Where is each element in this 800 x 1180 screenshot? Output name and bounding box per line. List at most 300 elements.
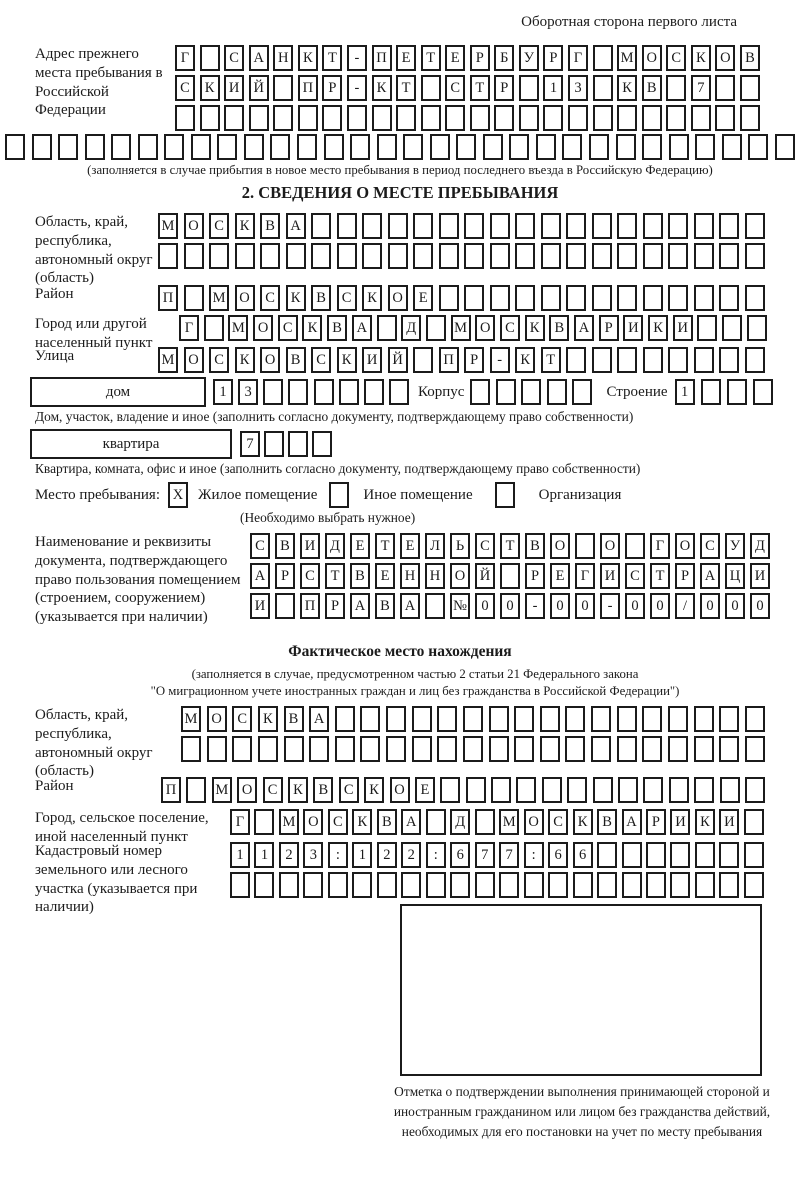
char-cell[interactable] <box>335 706 355 732</box>
char-cell[interactable] <box>475 872 495 898</box>
char-cell[interactable]: Й <box>388 347 408 373</box>
char-cell[interactable]: Д <box>750 533 770 559</box>
char-cell[interactable] <box>568 105 588 131</box>
char-cell[interactable] <box>439 285 459 311</box>
char-cell[interactable] <box>445 105 465 131</box>
char-cell[interactable] <box>541 243 561 269</box>
char-cell[interactable] <box>322 105 342 131</box>
char-cell[interactable]: Д <box>325 533 345 559</box>
char-cell[interactable]: К <box>235 213 255 239</box>
char-cell[interactable]: О <box>184 347 204 373</box>
char-cell[interactable] <box>440 777 460 803</box>
char-cell[interactable]: С <box>250 533 270 559</box>
char-cell[interactable] <box>573 872 593 898</box>
char-cell[interactable]: П <box>158 285 178 311</box>
char-cell[interactable] <box>270 134 290 160</box>
char-cell[interactable]: Г <box>650 533 670 559</box>
char-cell[interactable]: Р <box>543 45 563 71</box>
char-cell[interactable]: 1 <box>230 842 250 868</box>
char-cell[interactable]: Е <box>400 533 420 559</box>
char-cell[interactable] <box>566 285 586 311</box>
char-cell[interactable] <box>412 706 432 732</box>
char-cell[interactable] <box>254 809 274 835</box>
char-cell[interactable]: И <box>300 533 320 559</box>
char-cell[interactable]: 1 <box>543 75 563 101</box>
char-cell[interactable] <box>642 706 662 732</box>
char-cell[interactable] <box>403 134 423 160</box>
char-cell[interactable] <box>284 736 304 762</box>
char-cell[interactable]: 0 <box>575 593 595 619</box>
char-cell[interactable]: О <box>450 563 470 589</box>
char-cell[interactable]: 1 <box>213 379 233 405</box>
char-cell[interactable]: В <box>740 45 760 71</box>
char-cell[interactable]: Е <box>350 533 370 559</box>
char-cell[interactable]: : <box>426 842 446 868</box>
char-cell[interactable]: 7 <box>691 75 711 101</box>
checkbox-other-premises[interactable] <box>329 482 349 508</box>
char-cell[interactable] <box>388 243 408 269</box>
char-cell[interactable]: В <box>327 315 347 341</box>
char-cell[interactable] <box>748 134 768 160</box>
char-cell[interactable] <box>695 134 715 160</box>
char-cell[interactable] <box>495 482 515 508</box>
char-cell[interactable]: 0 <box>650 593 670 619</box>
char-cell[interactable] <box>618 777 638 803</box>
char-cell[interactable] <box>273 75 293 101</box>
char-cell[interactable]: С <box>500 315 520 341</box>
char-cell[interactable] <box>200 45 220 71</box>
char-cell[interactable]: Е <box>375 563 395 589</box>
char-cell[interactable]: 0 <box>475 593 495 619</box>
char-cell[interactable]: О <box>260 347 280 373</box>
char-cell[interactable] <box>566 243 586 269</box>
char-cell[interactable]: К <box>235 347 255 373</box>
char-cell[interactable] <box>244 134 264 160</box>
char-cell[interactable] <box>254 872 274 898</box>
char-cell[interactable] <box>666 105 686 131</box>
char-cell[interactable]: Р <box>599 315 619 341</box>
char-cell[interactable] <box>335 736 355 762</box>
char-cell[interactable]: Р <box>470 45 490 71</box>
char-cell[interactable]: / <box>675 593 695 619</box>
char-cell[interactable]: О <box>303 809 323 835</box>
char-cell[interactable] <box>437 706 457 732</box>
char-cell[interactable] <box>617 285 637 311</box>
char-cell[interactable]: К <box>691 45 711 71</box>
char-cell[interactable] <box>111 134 131 160</box>
char-cell[interactable]: М <box>279 809 299 835</box>
char-cell[interactable] <box>258 736 278 762</box>
char-cell[interactable] <box>566 213 586 239</box>
char-cell[interactable]: Р <box>464 347 484 373</box>
char-cell[interactable]: П <box>372 45 392 71</box>
char-cell[interactable]: Р <box>675 563 695 589</box>
char-cell[interactable]: У <box>519 45 539 71</box>
char-cell[interactable] <box>464 243 484 269</box>
char-cell[interactable]: О <box>600 533 620 559</box>
char-cell[interactable] <box>542 777 562 803</box>
char-cell[interactable] <box>566 347 586 373</box>
char-cell[interactable] <box>694 285 714 311</box>
char-cell[interactable] <box>138 134 158 160</box>
char-cell[interactable]: А <box>574 315 594 341</box>
char-cell[interactable]: С <box>666 45 686 71</box>
char-cell[interactable]: 7 <box>475 842 495 868</box>
char-cell[interactable] <box>388 213 408 239</box>
char-cell[interactable]: Т <box>322 45 342 71</box>
char-cell[interactable]: С <box>260 285 280 311</box>
char-cell[interactable]: Ц <box>725 563 745 589</box>
char-cell[interactable] <box>483 134 503 160</box>
char-cell[interactable]: Р <box>325 593 345 619</box>
char-cell[interactable] <box>697 315 717 341</box>
char-cell[interactable]: С <box>300 563 320 589</box>
char-cell[interactable]: В <box>350 563 370 589</box>
char-cell[interactable]: Н <box>400 563 420 589</box>
char-cell[interactable] <box>426 315 446 341</box>
char-cell[interactable]: 6 <box>450 842 470 868</box>
char-cell[interactable] <box>279 872 299 898</box>
char-cell[interactable]: О <box>253 315 273 341</box>
char-cell[interactable] <box>249 105 269 131</box>
char-cell[interactable]: Е <box>413 285 433 311</box>
char-cell[interactable] <box>470 379 490 405</box>
char-cell[interactable]: В <box>597 809 617 835</box>
char-cell[interactable]: К <box>258 706 278 732</box>
char-cell[interactable] <box>439 243 459 269</box>
char-cell[interactable] <box>572 379 592 405</box>
char-cell[interactable] <box>311 213 331 239</box>
char-cell[interactable] <box>753 379 773 405</box>
char-cell[interactable]: В <box>313 777 333 803</box>
char-cell[interactable]: С <box>548 809 568 835</box>
char-cell[interactable] <box>466 777 486 803</box>
char-cell[interactable] <box>235 243 255 269</box>
char-cell[interactable]: К <box>364 777 384 803</box>
char-cell[interactable]: М <box>451 315 471 341</box>
char-cell[interactable]: К <box>525 315 545 341</box>
char-cell[interactable] <box>490 213 510 239</box>
char-cell[interactable] <box>643 243 663 269</box>
char-cell[interactable] <box>499 872 519 898</box>
char-cell[interactable] <box>421 75 441 101</box>
char-cell[interactable] <box>288 379 308 405</box>
char-cell[interactable]: М <box>617 45 637 71</box>
char-cell[interactable] <box>328 872 348 898</box>
char-cell[interactable] <box>745 736 765 762</box>
char-cell[interactable] <box>592 285 612 311</box>
char-cell[interactable] <box>275 593 295 619</box>
char-cell[interactable] <box>263 379 283 405</box>
char-cell[interactable] <box>386 736 406 762</box>
char-cell[interactable] <box>694 347 714 373</box>
char-cell[interactable]: А <box>249 45 269 71</box>
char-cell[interactable]: 3 <box>238 379 258 405</box>
char-cell[interactable] <box>519 105 539 131</box>
char-cell[interactable] <box>668 213 688 239</box>
char-cell[interactable]: С <box>232 706 252 732</box>
checkbox-organization[interactable] <box>495 482 515 508</box>
char-cell[interactable] <box>489 706 509 732</box>
char-cell[interactable] <box>541 285 561 311</box>
char-cell[interactable]: Г <box>575 563 595 589</box>
char-cell[interactable] <box>421 105 441 131</box>
char-cell[interactable]: В <box>260 213 280 239</box>
char-cell[interactable]: К <box>286 285 306 311</box>
char-cell[interactable] <box>597 872 617 898</box>
char-cell[interactable] <box>352 872 372 898</box>
char-cell[interactable] <box>32 134 52 160</box>
char-cell[interactable]: Е <box>445 45 465 71</box>
char-cell[interactable] <box>470 105 490 131</box>
char-cell[interactable] <box>691 105 711 131</box>
char-cell[interactable]: - <box>490 347 510 373</box>
char-cell[interactable]: О <box>475 315 495 341</box>
char-cell[interactable] <box>616 134 636 160</box>
char-cell[interactable]: 1 <box>254 842 274 868</box>
char-cell[interactable] <box>646 872 666 898</box>
char-cell[interactable]: Б <box>494 45 514 71</box>
char-cell[interactable] <box>425 593 445 619</box>
char-cell[interactable]: Т <box>421 45 441 71</box>
char-cell[interactable]: Л <box>425 533 445 559</box>
char-cell[interactable]: О <box>390 777 410 803</box>
char-cell[interactable] <box>339 379 359 405</box>
char-cell[interactable]: - <box>347 75 367 101</box>
char-cell[interactable] <box>401 872 421 898</box>
checkbox-residential[interactable] <box>168 482 188 508</box>
char-cell[interactable] <box>491 777 511 803</box>
char-cell[interactable]: Т <box>650 563 670 589</box>
char-cell[interactable] <box>643 777 663 803</box>
char-cell[interactable]: О <box>184 213 204 239</box>
char-cell[interactable] <box>669 777 689 803</box>
char-cell[interactable]: Й <box>475 563 495 589</box>
char-cell[interactable]: М <box>212 777 232 803</box>
char-cell[interactable] <box>515 243 535 269</box>
char-cell[interactable] <box>745 347 765 373</box>
char-cell[interactable]: А <box>286 213 306 239</box>
char-cell[interactable]: М <box>499 809 519 835</box>
char-cell[interactable] <box>297 134 317 160</box>
char-cell[interactable] <box>500 563 520 589</box>
char-cell[interactable] <box>230 872 250 898</box>
char-cell[interactable] <box>489 736 509 762</box>
char-cell[interactable]: К <box>362 285 382 311</box>
char-cell[interactable] <box>264 431 284 457</box>
char-cell[interactable] <box>719 842 739 868</box>
char-cell[interactable]: П <box>161 777 181 803</box>
char-cell[interactable]: М <box>158 213 178 239</box>
char-cell[interactable]: - <box>600 593 620 619</box>
char-cell[interactable] <box>646 842 666 868</box>
char-cell[interactable] <box>745 243 765 269</box>
char-cell[interactable]: К <box>573 809 593 835</box>
char-cell[interactable]: И <box>673 315 693 341</box>
char-cell[interactable] <box>362 243 382 269</box>
char-cell[interactable] <box>324 134 344 160</box>
char-cell[interactable]: № <box>450 593 470 619</box>
char-cell[interactable] <box>642 134 662 160</box>
char-cell[interactable] <box>515 213 535 239</box>
char-cell[interactable]: К <box>288 777 308 803</box>
char-cell[interactable]: О <box>675 533 695 559</box>
char-cell[interactable] <box>362 213 382 239</box>
char-cell[interactable]: С <box>278 315 298 341</box>
char-cell[interactable] <box>719 285 739 311</box>
char-cell[interactable] <box>175 105 195 131</box>
char-cell[interactable]: И <box>719 809 739 835</box>
char-cell[interactable] <box>413 243 433 269</box>
char-cell[interactable]: Т <box>396 75 416 101</box>
char-cell[interactable] <box>515 285 535 311</box>
char-cell[interactable]: 0 <box>500 593 520 619</box>
char-cell[interactable] <box>181 736 201 762</box>
char-cell[interactable]: В <box>549 315 569 341</box>
char-cell[interactable]: - <box>347 45 367 71</box>
char-cell[interactable]: С <box>475 533 495 559</box>
char-cell[interactable] <box>377 872 397 898</box>
char-cell[interactable]: В <box>642 75 662 101</box>
char-cell[interactable] <box>567 777 587 803</box>
char-cell[interactable] <box>617 347 637 373</box>
char-cell[interactable] <box>364 379 384 405</box>
char-cell[interactable]: К <box>200 75 220 101</box>
char-cell[interactable] <box>543 105 563 131</box>
char-cell[interactable] <box>524 872 544 898</box>
char-cell[interactable]: С <box>700 533 720 559</box>
char-cell[interactable]: 6 <box>548 842 568 868</box>
char-cell[interactable] <box>509 134 529 160</box>
char-cell[interactable]: 2 <box>401 842 421 868</box>
char-cell[interactable] <box>719 706 739 732</box>
char-cell[interactable] <box>209 243 229 269</box>
char-cell[interactable] <box>695 842 715 868</box>
char-cell[interactable]: А <box>401 809 421 835</box>
char-cell[interactable]: К <box>298 45 318 71</box>
char-cell[interactable]: 6 <box>573 842 593 868</box>
char-cell[interactable] <box>514 706 534 732</box>
char-cell[interactable]: О <box>388 285 408 311</box>
char-cell[interactable] <box>589 134 609 160</box>
char-cell[interactable]: А <box>350 593 370 619</box>
char-cell[interactable] <box>622 872 642 898</box>
char-cell[interactable] <box>298 105 318 131</box>
char-cell[interactable]: М <box>228 315 248 341</box>
char-cell[interactable] <box>722 315 742 341</box>
char-cell[interactable]: В <box>275 533 295 559</box>
char-cell[interactable] <box>668 706 688 732</box>
char-cell[interactable]: Т <box>375 533 395 559</box>
char-cell[interactable]: М <box>158 347 178 373</box>
char-cell[interactable]: У <box>725 533 745 559</box>
char-cell[interactable]: К <box>695 809 715 835</box>
char-cell[interactable] <box>643 347 663 373</box>
char-cell[interactable]: О <box>207 706 227 732</box>
char-cell[interactable] <box>744 809 764 835</box>
char-cell[interactable]: 0 <box>725 593 745 619</box>
char-cell[interactable] <box>669 134 689 160</box>
char-cell[interactable] <box>744 842 764 868</box>
char-cell[interactable] <box>565 706 585 732</box>
char-cell[interactable] <box>592 243 612 269</box>
char-cell[interactable] <box>745 213 765 239</box>
char-cell[interactable]: К <box>617 75 637 101</box>
char-cell[interactable]: Д <box>401 315 421 341</box>
char-cell[interactable]: Т <box>500 533 520 559</box>
char-cell[interactable]: 3 <box>568 75 588 101</box>
char-cell[interactable]: 0 <box>550 593 570 619</box>
char-cell[interactable] <box>204 315 224 341</box>
char-cell[interactable] <box>565 736 585 762</box>
char-cell[interactable]: : <box>328 842 348 868</box>
char-cell[interactable]: И <box>670 809 690 835</box>
char-cell[interactable] <box>694 777 714 803</box>
char-cell[interactable]: А <box>700 563 720 589</box>
char-cell[interactable]: 1 <box>675 379 695 405</box>
char-cell[interactable] <box>347 105 367 131</box>
char-cell[interactable]: А <box>622 809 642 835</box>
char-cell[interactable] <box>670 872 690 898</box>
char-cell[interactable]: В <box>525 533 545 559</box>
char-cell[interactable]: Й <box>249 75 269 101</box>
char-cell[interactable]: 7 <box>240 431 260 457</box>
char-cell[interactable] <box>519 75 539 101</box>
char-cell[interactable] <box>200 105 220 131</box>
char-cell[interactable] <box>593 105 613 131</box>
char-cell[interactable] <box>536 134 556 160</box>
char-cell[interactable] <box>593 75 613 101</box>
char-cell[interactable]: Р <box>646 809 666 835</box>
char-cell[interactable]: 0 <box>625 593 645 619</box>
char-cell[interactable] <box>745 706 765 732</box>
char-cell[interactable]: 7 <box>499 842 519 868</box>
char-cell[interactable]: К <box>337 347 357 373</box>
char-cell[interactable]: О <box>237 777 257 803</box>
char-cell[interactable] <box>58 134 78 160</box>
char-cell[interactable]: Н <box>273 45 293 71</box>
char-cell[interactable] <box>217 134 237 160</box>
char-cell[interactable] <box>314 379 334 405</box>
char-cell[interactable] <box>643 213 663 239</box>
char-cell[interactable]: К <box>372 75 392 101</box>
char-cell[interactable] <box>5 134 25 160</box>
char-cell[interactable]: И <box>362 347 382 373</box>
char-cell[interactable] <box>450 872 470 898</box>
char-cell[interactable]: Р <box>322 75 342 101</box>
char-cell[interactable] <box>426 872 446 898</box>
char-cell[interactable] <box>745 285 765 311</box>
char-cell[interactable] <box>642 105 662 131</box>
char-cell[interactable] <box>311 243 331 269</box>
char-cell[interactable]: М <box>181 706 201 732</box>
char-cell[interactable]: 2 <box>279 842 299 868</box>
char-cell[interactable]: В <box>284 706 304 732</box>
char-cell[interactable] <box>694 706 714 732</box>
char-cell[interactable]: С <box>209 213 229 239</box>
char-cell[interactable] <box>617 706 637 732</box>
char-cell[interactable] <box>430 134 450 160</box>
char-cell[interactable] <box>312 431 332 457</box>
char-cell[interactable] <box>775 134 795 160</box>
char-cell[interactable] <box>224 105 244 131</box>
char-cell[interactable]: Д <box>450 809 470 835</box>
char-cell[interactable] <box>593 777 613 803</box>
char-cell[interactable]: Е <box>396 45 416 71</box>
char-cell[interactable]: И <box>600 563 620 589</box>
char-cell[interactable]: П <box>439 347 459 373</box>
char-cell[interactable] <box>719 213 739 239</box>
